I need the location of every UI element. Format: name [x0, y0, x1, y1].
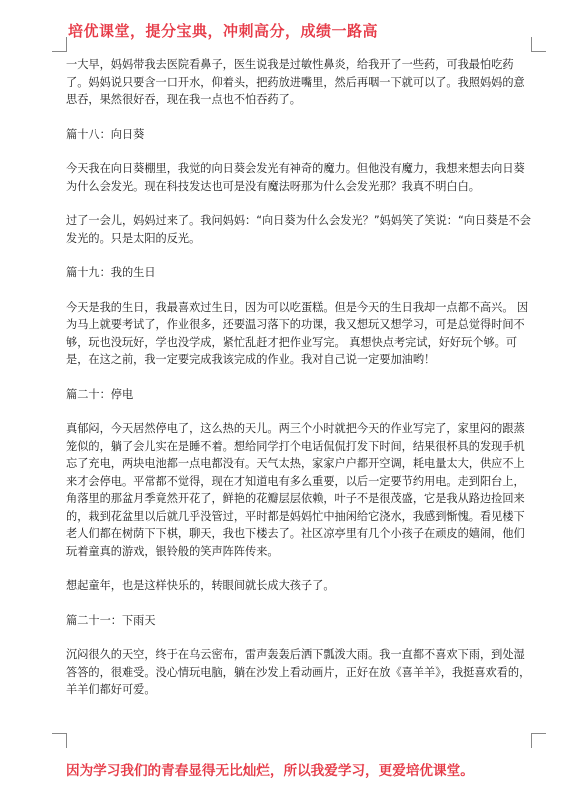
paragraph: 想起童年，也是这样快乐的，转眼间就长成大孩子了。 — [66, 579, 335, 592]
section-heading: 篇二十一：下雨天 — [66, 613, 156, 627]
paragraph: 今天是我的生日，我最喜欢过生日，因为可以吃蛋糕。但是今天的生日我却一点都不高兴。 因为马上就要考试了，作业很多，还要温习落下的功课，我又想玩又想学习，可是总觉得时间不够，玩也没玩好，学也没学成，紧忙乱赶才把作业写完。 真想快点考完试，好好玩个够。可是，在这之前，我一定要完成我该完成的作业。我对自己说一定要加油哟！ — [66, 300, 529, 366]
paragraph: 沉闷很久的天空，终于在乌云密布，雷声轰轰后洒下瓢泼大雨。我一直都不喜欢下雨，到处湿答答的，很难受。没心情玩电脑，躺在沙发上看动画片，正好在放《喜羊羊》，我挺喜欢看的，羊羊们都好可爱。 — [66, 648, 531, 696]
crop-mark-top-right — [531, 37, 546, 52]
section-heading: 篇十九：我的生日 — [66, 266, 156, 279]
header-banner: 培优课堂，提分宝典，冲刺高分，成绩一路高 — [68, 22, 379, 40]
paragraph: 一大早，妈妈带我去医院看鼻子，医生说我是过敏性鼻炎，给我开了一些药，可我最怕吃药了。妈妈说只要含一口开水，仰着头，把药放进嘴里，然后再咽一下就可以了。我照妈妈的意思吞，果然很好吞，现在我一点也不怕吞药了。 — [66, 58, 525, 106]
section-heading: 篇十八：向日葵 — [66, 127, 145, 141]
crop-mark-bottom-left — [52, 733, 67, 748]
section-heading: 篇二十：停电 — [66, 387, 134, 401]
paragraph: 真郁闷，今天居然停电了，这么热的天儿。两三个小时就把今天的作业写完了，家里闷的跟蒸笼似的，躺了会儿实在是睡不着。想给同学打个电话侃侃打发下时间，结果很杯具的发现手机忘了充电，两块电池都一点电都没有。天气太热，家家户户都开空调，耗电量太大，供应不上来才会停电。平常都不觉得，现在才知道电有多么重要，以后一定要节约用电。走到阳台上，角落里的那盆月季竟然开花了，鲜艳的花瓣层层依赖，叶子不是很茂盛，它是我从路边捡回来的，栽到花盆里以后就几乎没管过，平时都是妈妈忙中抽闲给它浇水，我感到惭愧。看见楼下老人们都在树荫下下棋，聊天，我也下楼去了。社区凉亭里有几个小孩子在顽皮的嬉闹，他们玩着童真的游戏，银铃般的笑声阵阵传来。 — [66, 422, 525, 558]
paragraph: 过了一会儿，妈妈过来了。我问妈妈：“向日葵为什么会发光？”妈妈笑了笑说：“向日葵是不会发光的。只是太阳的反光。 — [66, 214, 531, 245]
crop-mark-bottom-right — [531, 733, 546, 748]
crop-mark-top-left — [52, 37, 67, 52]
document-body — [66, 56, 532, 716]
footer-banner: 因为学习我们的青春显得无比灿烂，所以我爱学习，更爱培优课堂。 — [66, 763, 474, 779]
paragraph: 今天我在向日葵棚里，我觉的向日葵会发光有神奇的魔力。但他没有魔力，我想来想去向日葵为什么会发光。现在科技发达也可是没有魔法呀那为什么会发光那？我真不明白白。 — [66, 162, 525, 193]
